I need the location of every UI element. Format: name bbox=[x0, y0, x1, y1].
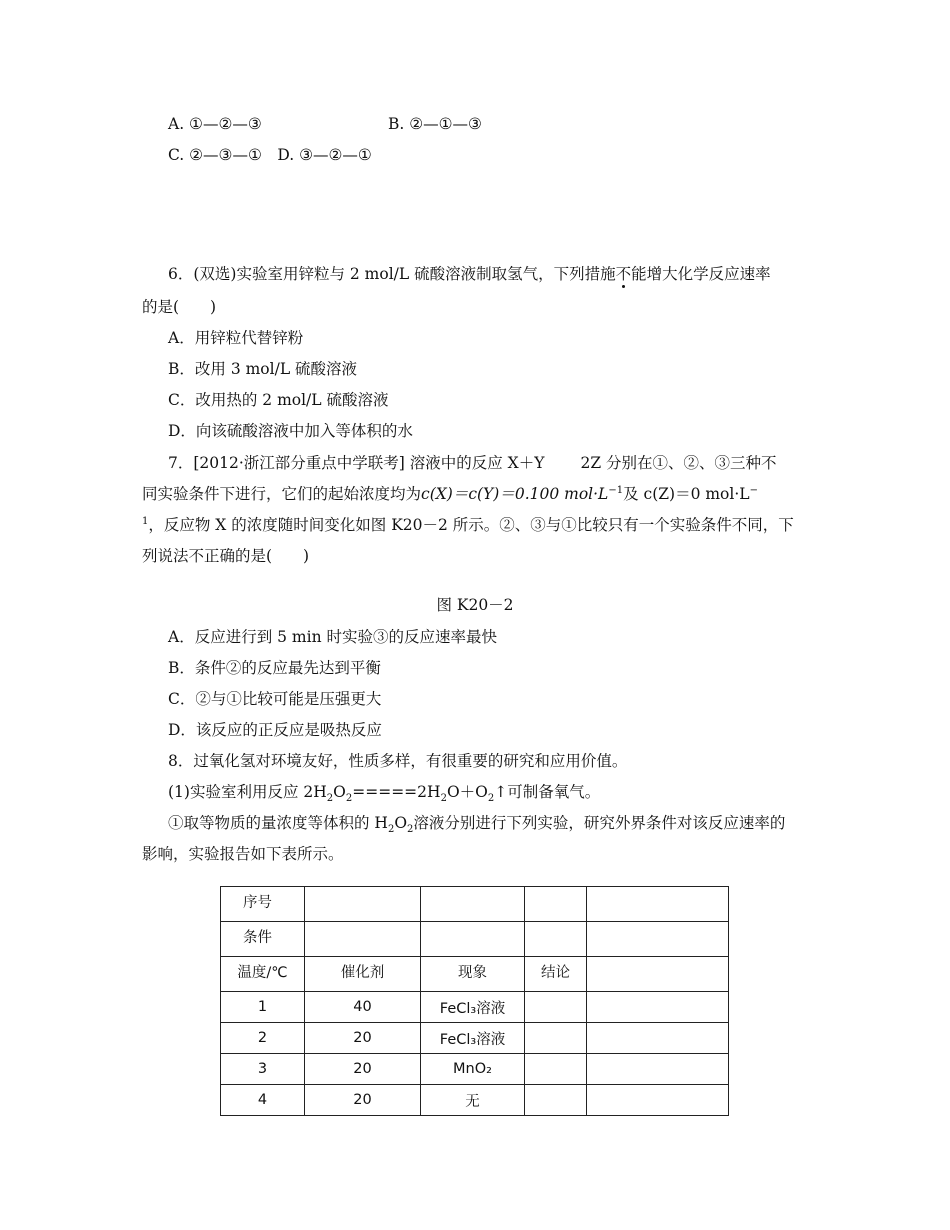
q7-stem-line3 bbox=[142, 515, 794, 535]
table-cell bbox=[587, 922, 729, 957]
q5-option-cd: C. ②—③—① D. ③—②—① bbox=[168, 146, 372, 164]
table-row bbox=[221, 992, 729, 1023]
q8-i-sub-1: 2 bbox=[387, 824, 395, 836]
cell-no: 1 bbox=[221, 992, 305, 1023]
col-header-conclusion: 结论 bbox=[525, 957, 587, 992]
table-cell bbox=[587, 887, 729, 922]
q8-sub-4: 2 bbox=[487, 793, 495, 805]
q7-stem-text-b: 2Z 分别在①、②、③三种不 bbox=[580, 454, 777, 472]
table-cell bbox=[305, 887, 421, 922]
q6-option-c: C．改用热的 2 mol/L 硫酸溶液 bbox=[168, 391, 389, 409]
q7-sup-3: 1 bbox=[142, 515, 149, 527]
q7-option-a: A．反应进行到 5 min 时实验③的反应速率最快 bbox=[168, 628, 497, 646]
table-cell bbox=[587, 1054, 729, 1085]
col-header-temperature: 温度/℃ bbox=[221, 957, 305, 992]
q7-option-c: C．②与①比较可能是压强更大 bbox=[168, 690, 382, 708]
q8-sub-1: 2 bbox=[326, 793, 334, 805]
cell-catalyst: FeCl₃溶液 bbox=[421, 992, 525, 1023]
q8-sub-2: 2 bbox=[345, 793, 353, 805]
table-cell bbox=[525, 1085, 587, 1116]
table-row bbox=[221, 922, 729, 957]
q8-part1-text-b: O bbox=[333, 783, 346, 801]
q8-part1-text-c: =====2H bbox=[352, 783, 441, 801]
table-cell bbox=[421, 887, 525, 922]
q6-stem-line2: 的是( ) bbox=[142, 298, 217, 316]
cell-catalyst: MnO₂ bbox=[421, 1054, 525, 1085]
q8-stem: 8．过氧化氢对环境友好，性质多样，有很重要的研究和应用价值。 bbox=[168, 752, 628, 770]
q6-stem-emphasis: 不 bbox=[615, 265, 632, 283]
header-condition: 条件 bbox=[221, 922, 305, 957]
q7-sup-1: −1 bbox=[608, 484, 624, 496]
table-row bbox=[221, 1023, 729, 1054]
q8-part1-i-text-b: O bbox=[394, 814, 408, 832]
q8-part1-i-line1 bbox=[168, 813, 786, 836]
q7-stem-line2 bbox=[142, 484, 758, 504]
q8-part1-text-a: (1)实验室利用反应 2H bbox=[168, 783, 327, 801]
q8-i-sub-2: 2 bbox=[407, 824, 414, 836]
figure-caption: 图 K20－2 bbox=[436, 596, 514, 614]
cell-temp: 20 bbox=[305, 1023, 421, 1054]
q8-part1-text-d: O＋O bbox=[446, 783, 488, 801]
table-cell bbox=[525, 1054, 587, 1085]
header-serial: 序号 bbox=[221, 887, 305, 922]
cell-catalyst: 无 bbox=[421, 1085, 525, 1116]
q7-sup-2: − bbox=[749, 484, 758, 496]
q6-stem-line1 bbox=[168, 264, 771, 284]
q8-part1-i-text-c: 溶液分别进行下列实验，研究外界条件对该反应速率的 bbox=[413, 814, 786, 832]
cell-no: 3 bbox=[221, 1054, 305, 1085]
cell-temp: 20 bbox=[305, 1085, 421, 1116]
q8-part1-i-line2: 影响，实验报告如下表所示。 bbox=[142, 845, 344, 863]
q6-stem-text-b: 能增大化学反应速率 bbox=[631, 265, 771, 283]
q7-stem-text-a: 7．[2012·浙江部分重点中学联考] 溶液中的反应 X＋Y bbox=[168, 454, 545, 472]
cell-temp: 20 bbox=[305, 1054, 421, 1085]
q7-option-b: B．条件②的反应最先达到平衡 bbox=[168, 659, 381, 677]
q6-option-d: D．向该硫酸溶液中加入等体积的水 bbox=[168, 422, 413, 440]
q6-option-b: B．改用 3 mol/L 硫酸溶液 bbox=[168, 360, 358, 378]
cell-temp: 40 bbox=[305, 992, 421, 1023]
q5-option-b: B. ②—①—③ bbox=[388, 115, 482, 133]
cell-no: 4 bbox=[221, 1085, 305, 1116]
q8-part1-text-e: ↑可制备氧气。 bbox=[494, 783, 601, 801]
table-cell bbox=[421, 922, 525, 957]
table-row bbox=[221, 887, 729, 922]
q7-stem-line1 bbox=[168, 453, 777, 473]
q7-stem-line4: 列说法不正确的是( ) bbox=[142, 547, 310, 565]
q5-option-a: A. ①—②—③ bbox=[168, 115, 262, 133]
q7-stem-text-c: 同实验条件下进行，它们的起始浓度均为 bbox=[142, 485, 422, 503]
table-cell bbox=[525, 922, 587, 957]
table-cell bbox=[525, 1023, 587, 1054]
cell-no: 2 bbox=[221, 1023, 305, 1054]
table-cell bbox=[525, 992, 587, 1023]
cell-catalyst: FeCl₃溶液 bbox=[421, 1023, 525, 1054]
table-cell bbox=[525, 887, 587, 922]
table-row bbox=[221, 957, 729, 992]
q7-stem-text-e: ，反应物 X 的浓度随时间变化如图 K20－2 所示。②、③与①比较只有一个实验条件不同，下 bbox=[148, 516, 794, 534]
q6-stem-text-a: 6．(双选)实验室用锌粒与 2 mol/L 硫酸溶液制取氢气，下列措施 bbox=[168, 265, 616, 283]
table-cell bbox=[305, 922, 421, 957]
q8-part1-i-text-a: ①取等物质的量浓度等体积的 H bbox=[168, 814, 388, 832]
table-cell bbox=[587, 1085, 729, 1116]
table-cell bbox=[587, 957, 729, 992]
q7-stem-text-d: 及 c(Z)＝0 mol·L bbox=[623, 485, 750, 503]
q8-sub-3: 2 bbox=[440, 793, 447, 805]
q7-concentration: c(X)＝c(Y)＝0.100 mol·L bbox=[421, 485, 609, 503]
q6-option-a: A．用锌粒代替锌粉 bbox=[168, 329, 304, 347]
col-header-phenomenon: 现象 bbox=[421, 957, 525, 992]
table-row bbox=[221, 1085, 729, 1116]
table-row bbox=[221, 1054, 729, 1085]
experiment-table bbox=[220, 886, 729, 1116]
q7-option-d: D．该反应的正反应是吸热反应 bbox=[168, 721, 382, 739]
q8-part1 bbox=[168, 782, 601, 805]
table-cell bbox=[587, 992, 729, 1023]
col-header-catalyst: 催化剂 bbox=[305, 957, 421, 992]
table-cell bbox=[587, 1023, 729, 1054]
